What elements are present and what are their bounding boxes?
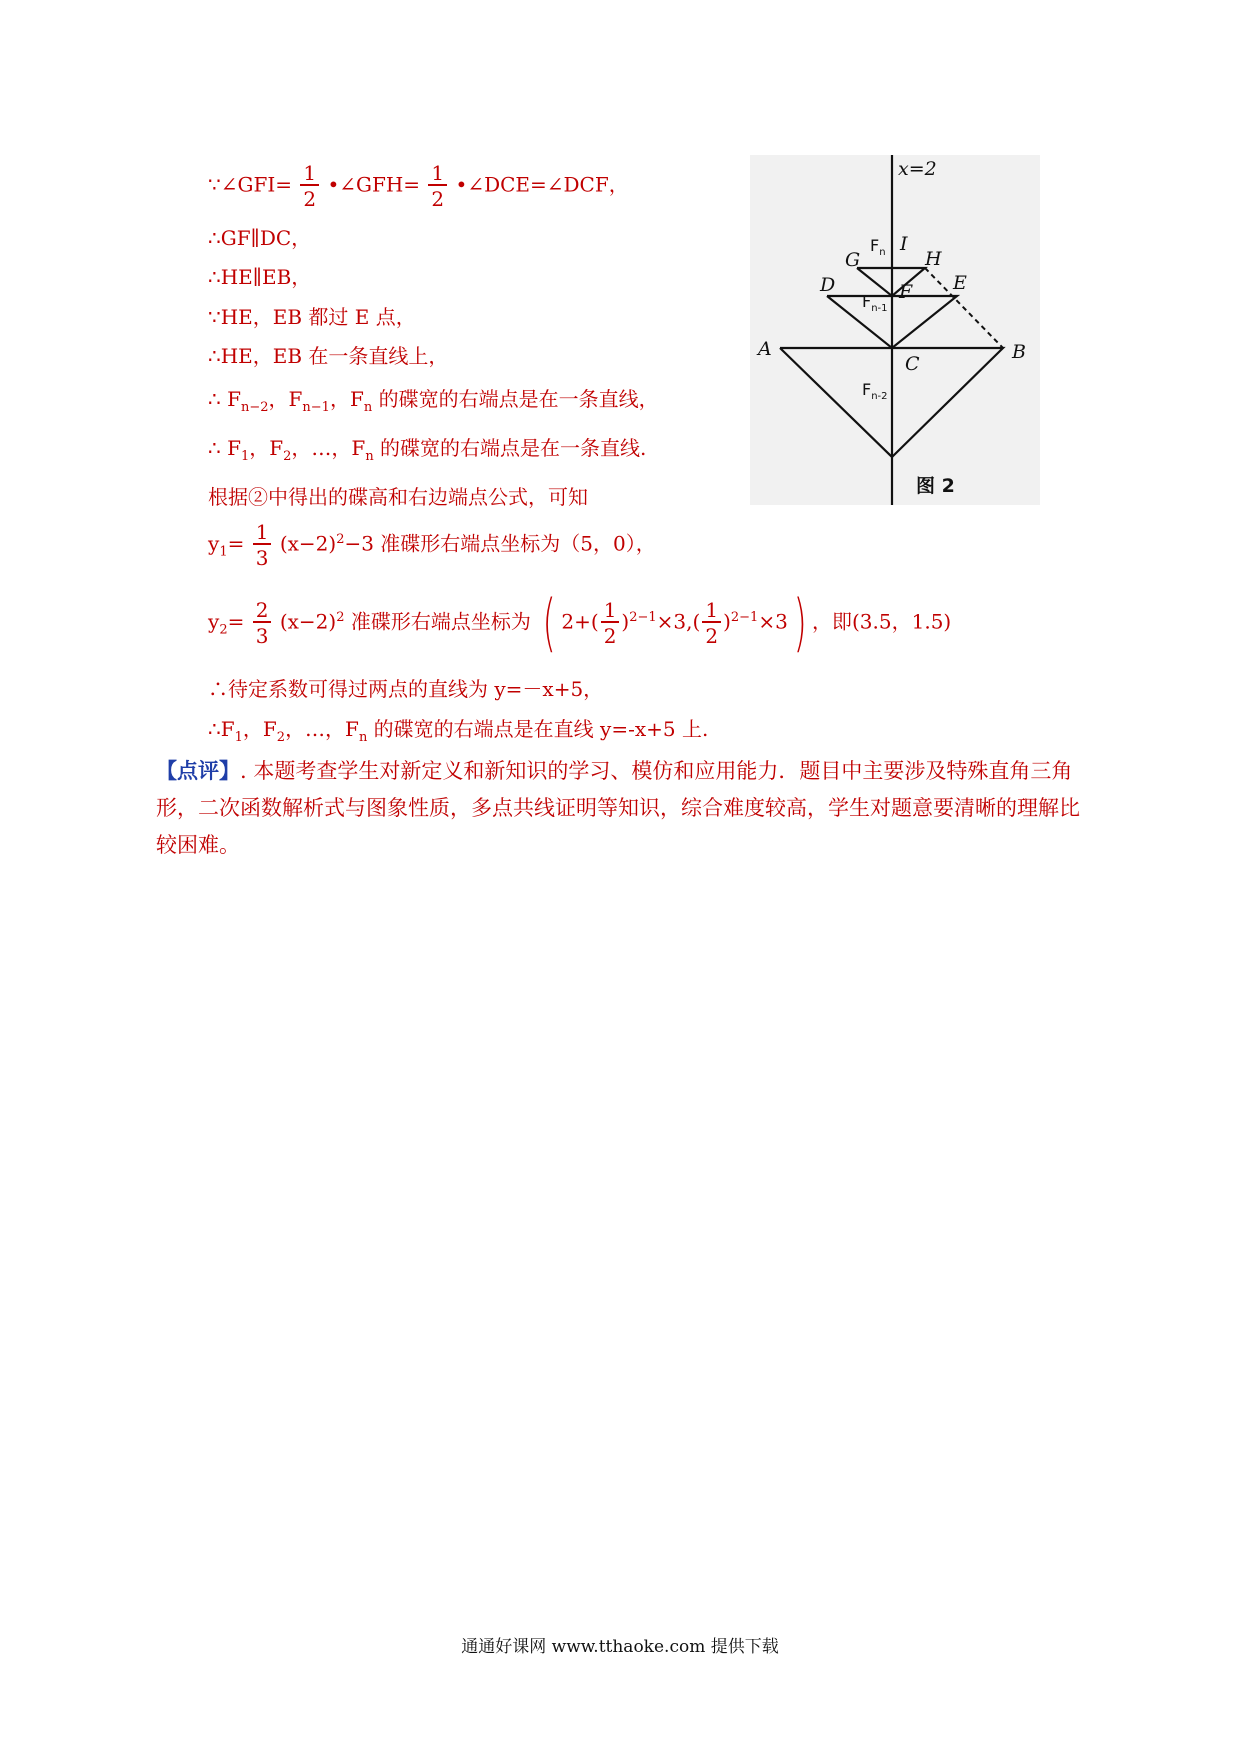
- text-segment: ，F: [268, 387, 303, 411]
- text-segment: 的碟宽的右端点是在一条直线.: [373, 436, 647, 460]
- numerator: 1: [601, 600, 620, 623]
- denominator: 3: [255, 624, 269, 648]
- text-segment: (x−2): [279, 609, 337, 634]
- label-b: B: [1012, 341, 1026, 363]
- right-paren: ): [793, 586, 807, 659]
- superscript: 2−1: [730, 609, 759, 625]
- label-a: A: [758, 338, 772, 360]
- label-i: I: [900, 233, 908, 255]
- text-segment: 的碟宽的右端点是在直线 y=-x+5 上.: [367, 717, 709, 741]
- subscript: 1: [234, 730, 243, 745]
- text-segment: (x−2): [279, 531, 337, 556]
- text-segment: ，…，F: [291, 436, 366, 460]
- axis-label: x=2: [898, 158, 937, 180]
- fraction: [253, 600, 272, 646]
- label-d: D: [820, 274, 836, 296]
- fraction: [428, 163, 447, 209]
- fraction: [300, 163, 319, 209]
- text-segment: ，F: [329, 387, 364, 411]
- text-segment: ): [621, 609, 630, 634]
- proof-line-7: [208, 432, 646, 464]
- figure-caption: 图 2: [916, 475, 955, 497]
- denominator: 2: [303, 187, 317, 211]
- left-paren: (: [542, 586, 556, 659]
- text-segment: ×3: [758, 609, 788, 634]
- subscript: n: [365, 449, 374, 464]
- region-label-fn-1: $F_{n-1}$: [862, 292, 888, 314]
- label-c: C: [905, 353, 920, 375]
- label-e: E: [953, 272, 967, 294]
- denominator: 2: [431, 187, 445, 211]
- subscript: 2: [219, 622, 228, 638]
- superscript: 2−1: [629, 609, 657, 625]
- review-paragraph: [156, 752, 1096, 864]
- text-segment: ): [723, 609, 731, 634]
- text-segment: ，即(3.5，1.5): [812, 609, 952, 634]
- numerator: 1: [300, 163, 319, 186]
- numerator: 1: [428, 163, 447, 186]
- proof-line-2: ∴GF∥DC，: [208, 226, 312, 250]
- text-segment: ∴ F: [208, 436, 241, 460]
- subscript: n: [363, 400, 373, 415]
- figure-diagram: [750, 155, 1040, 505]
- subscript: 1: [219, 544, 228, 560]
- fraction: [253, 522, 272, 568]
- subscript: 1: [240, 449, 250, 464]
- numerator: 2: [253, 600, 272, 623]
- text-segment: −3 准碟形右端点坐标为（5，0），: [344, 531, 656, 556]
- text-segment: •∠DCE=∠DCF，: [455, 172, 629, 197]
- text-segment: ，F: [242, 717, 277, 741]
- text-segment: =: [227, 609, 245, 634]
- equation-y1: [208, 522, 656, 568]
- review-text: . 本题考查学生对新定义和新知识的学习、模仿和应用能力．题目中主要涉及特殊直角三角形，二次函数解析式与图象性质，多点共线证明等知识，综合难度较高，学生对题意要清晰的理解比较困难。: [156, 759, 1080, 857]
- text-segment: ∴ F: [208, 387, 241, 411]
- denominator: 2: [603, 624, 617, 648]
- text-segment: =: [227, 531, 245, 556]
- text-segment: 的碟宽的右端点是在一条直线，: [372, 387, 659, 411]
- review-label: 【点评】: [156, 758, 240, 783]
- page-footer: 通通好课网 www.tthaoke.com 提供下载: [461, 1637, 779, 1657]
- text-segment: ，F: [249, 436, 284, 460]
- geometry-figure: [750, 155, 1040, 505]
- region-label-fn: $F_n$: [870, 236, 886, 258]
- proof-line-3: ∴HE∥EB，: [208, 265, 312, 289]
- proof-line-11: ∴待定系数可得过两点的直线为 y=－x+5，: [208, 677, 604, 701]
- subscript: 2: [283, 449, 292, 464]
- text-segment: 2+(: [561, 609, 599, 634]
- proof-line-5: ∴HE，EB 在一条直线上，: [208, 344, 449, 368]
- label-f: F: [899, 281, 913, 303]
- text-segment: 准碟形右端点坐标为: [344, 609, 531, 634]
- numerator: 1: [702, 600, 721, 623]
- superscript: 2: [336, 531, 345, 547]
- equation-y2: [208, 586, 952, 659]
- superscript: 2: [336, 609, 345, 625]
- text-segment: ∵∠GFI=: [208, 172, 292, 197]
- subscript: n: [358, 730, 368, 745]
- label-h: H: [925, 248, 942, 270]
- proof-line-8: 根据②中得出的碟高和右边端点公式，可知: [208, 485, 588, 509]
- region-label-fn-2: $F_{n-2}$: [862, 380, 888, 402]
- fraction: [702, 600, 721, 646]
- proof-line-12: [208, 713, 708, 745]
- subscript: 2: [276, 730, 286, 745]
- proof-line-1: [208, 163, 629, 209]
- text-segment: ×3,(: [656, 609, 701, 634]
- proof-line-4: ∵HE，EB 都过 E 点，: [208, 305, 416, 329]
- proof-line-6: [208, 383, 659, 415]
- text-segment: y: [208, 531, 220, 556]
- text-segment: •∠GFH=: [327, 172, 421, 197]
- denominator: 2: [705, 624, 719, 648]
- text-segment: ∴F: [208, 717, 235, 741]
- text-segment: ，…，F: [285, 717, 359, 741]
- subscript: n−1: [302, 400, 330, 415]
- denominator: 3: [255, 546, 269, 570]
- fraction: [601, 600, 620, 646]
- subscript: n−2: [240, 400, 269, 415]
- numerator: 1: [253, 522, 272, 545]
- text-segment: y: [208, 609, 220, 634]
- label-g: G: [845, 249, 861, 271]
